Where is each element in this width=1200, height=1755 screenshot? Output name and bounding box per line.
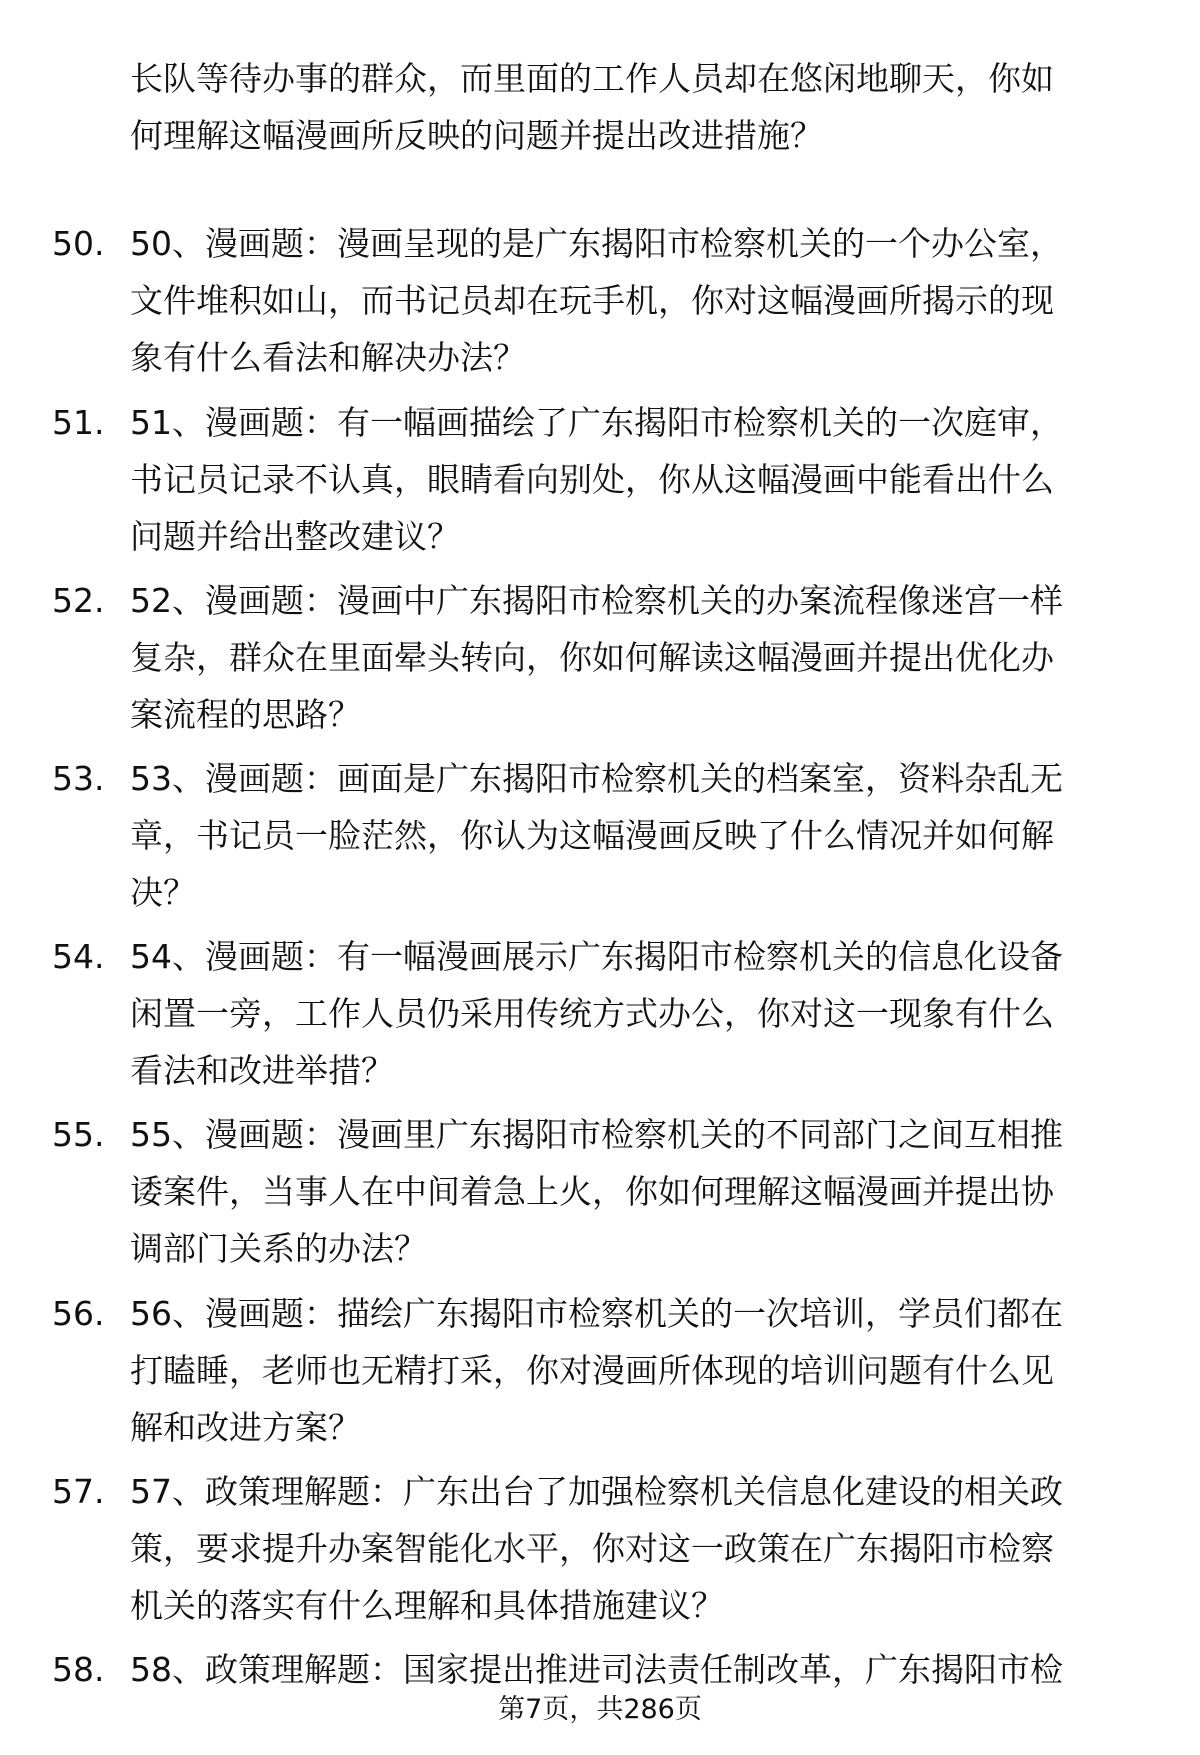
text-line: 闲置一旁，工作人员仍采用传统方式办公，你对这一现象有什么 [130, 994, 1054, 1033]
text-line: 看法和改进举措？ [130, 1051, 394, 1090]
list-number: 53. [52, 759, 105, 798]
list-number: 56. [52, 1294, 105, 1333]
list-number: 51. [52, 403, 105, 442]
question-text [130, 1285, 1140, 1456]
text-line: 决？ [130, 873, 196, 912]
text-line: 长队等待办事的群众，而里面的工作人员却在悠闲地聊天，你如 [130, 59, 1054, 98]
text-line: 58、政策理解题：国家提出推进司法责任制改革，广东揭阳市检 [130, 1650, 1063, 1689]
text-line: 复杂，群众在里面晕头转向，你如何解读这幅漫画并提出优化办 [130, 638, 1054, 677]
text-line: 章，书记员一脸茫然，你认为这幅漫画反映了什么情况并如何解 [130, 816, 1054, 855]
text-line: 57、政策理解题：广东出台了加强检察机关信息化建设的相关政 [130, 1472, 1063, 1511]
text-line: 问题并给出整改建议？ [130, 517, 460, 556]
list-number: 55. [52, 1115, 105, 1154]
question-text [130, 928, 1140, 1099]
question-text [130, 572, 1140, 743]
text-line: 55、漫画题：漫画里广东揭阳市检察机关的不同部门之间互相推 [130, 1115, 1063, 1154]
list-number: 54. [52, 937, 105, 976]
question-text [130, 1106, 1140, 1277]
text-line: 解和改进方案？ [130, 1408, 361, 1447]
text-line: 诿案件，当事人在中间着急上火，你如何理解这幅漫画并提出协 [130, 1172, 1054, 1211]
text-line: 50、漫画题：漫画呈现的是广东揭阳市检察机关的一个办公室， [130, 224, 1063, 263]
question-text [130, 215, 1140, 386]
text-line: 文件堆积如山，而书记员却在玩手机，你对这幅漫画所揭示的现 [130, 281, 1054, 320]
text-line: 机关的落实有什么理解和具体措施建议？ [130, 1586, 724, 1625]
page-footer: 第7页，共286页 [498, 1694, 702, 1725]
text-line: 54、漫画题：有一幅漫画展示广东揭阳市检察机关的信息化设备 [130, 937, 1063, 976]
question-text [130, 750, 1140, 921]
text-line: 53、漫画题：画面是广东揭阳市检察机关的档案室，资料杂乱无 [130, 759, 1063, 798]
question-text [130, 1463, 1140, 1634]
text-line: 策，要求提升办案智能化水平，你对这一政策在广东揭阳市检察 [130, 1529, 1054, 1568]
text-line: 何理解这幅漫画所反映的问题并提出改进措施？ [130, 116, 823, 155]
list-number: 52. [52, 581, 105, 620]
text-line: 52、漫画题：漫画中广东揭阳市检察机关的办案流程像迷宫一样 [130, 581, 1063, 620]
list-number: 50. [52, 224, 105, 263]
text-line: 调部门关系的办法？ [130, 1229, 427, 1268]
text-line: 象有什么看法和解决办法？ [130, 338, 526, 377]
question-text [130, 394, 1140, 565]
text-line: 案流程的思路？ [130, 695, 361, 734]
list-number: 58. [52, 1650, 105, 1689]
question-text [130, 50, 1140, 164]
text-line: 51、漫画题：有一幅画描绘了广东揭阳市检察机关的一次庭审， [130, 403, 1063, 442]
text-line: 打瞌睡，老师也无精打采，你对漫画所体现的培训问题有什么见 [130, 1351, 1054, 1390]
text-line: 书记员记录不认真，眼睛看向别处，你从这幅漫画中能看出什么 [130, 460, 1054, 499]
text-line: 56、漫画题：描绘广东揭阳市检察机关的一次培训，学员们都在 [130, 1294, 1063, 1333]
list-number: 57. [52, 1472, 105, 1511]
